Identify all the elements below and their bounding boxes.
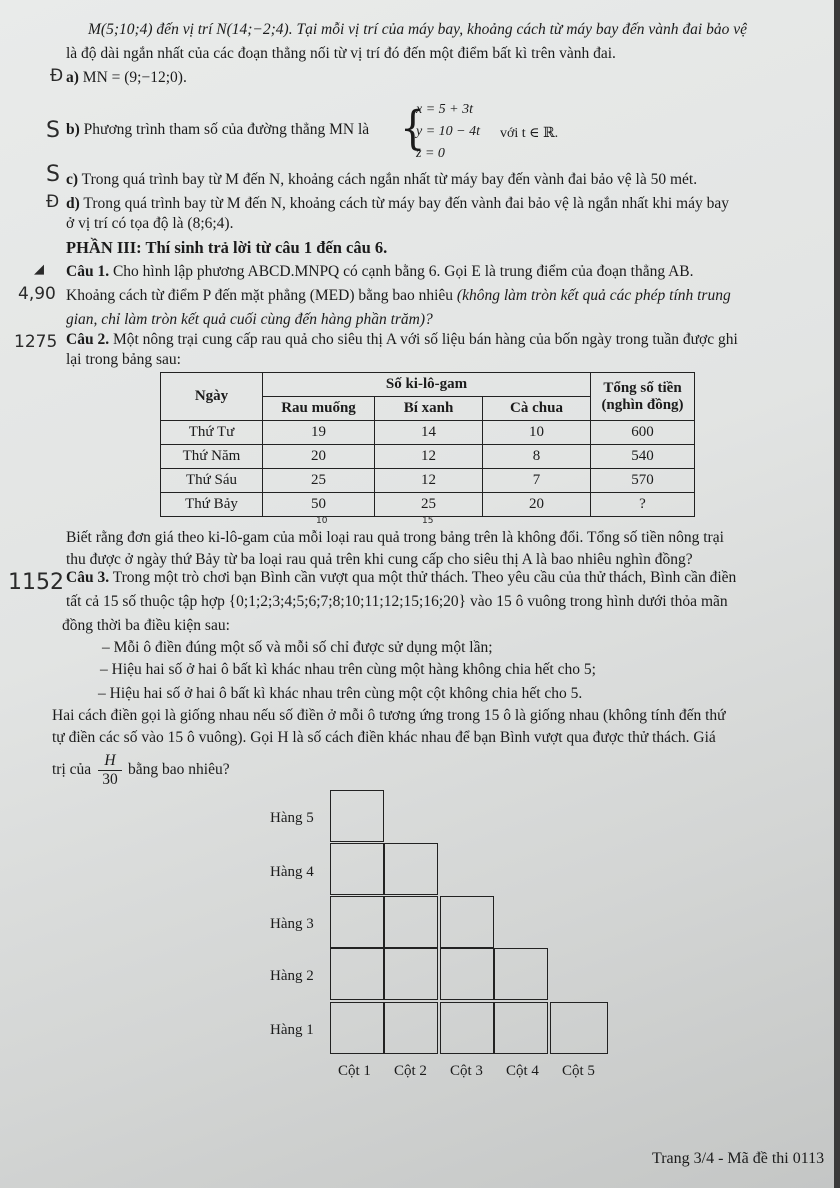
cell-value: 7 [483, 469, 591, 493]
col-label-4: Cột 4 [506, 1063, 539, 1079]
q1-line3: gian, chỉ làm tròn kết quả cuối cùng đến hàng phần trăm)? [66, 311, 433, 328]
col-label-2: Cột 2 [394, 1063, 427, 1079]
item-d-line2: ở vị trí có tọa độ là (8;6;4). [66, 215, 234, 232]
system-eq-y: y = 10 − 4t [416, 124, 480, 139]
q2-after1: Biết rằng đơn giá theo ki-lô-gam của mỗi loại rau quả trong bảng trên là không đổi. Tổng số tiền nông trại [66, 529, 724, 546]
handwritten-mark-d: Đ [46, 192, 60, 212]
q3-text1: Trong một trò chơi bạn Bình cần vượt qua một thử thách. Theo yêu cầu của thử thách, Bình cần điền [112, 569, 737, 586]
table-row [161, 445, 695, 469]
sales-table [160, 372, 695, 517]
table-row [161, 421, 695, 445]
cell-day: Thứ Tư [161, 421, 263, 445]
row-label-4: Hàng 4 [270, 864, 314, 880]
cell-value: 12 [375, 445, 483, 469]
q3-label: Câu 3. [66, 569, 110, 586]
header-kg: Số ki-lô-gam [263, 373, 591, 397]
grid-cell-r2-c4[interactable] [494, 948, 548, 1000]
col-label-1: Cột 1 [338, 1063, 371, 1079]
header-day: Ngày [161, 373, 263, 421]
header-total: Tổng số tiền (nghìn đồng) [591, 373, 695, 421]
page-footer: Trang 3/4 - Mã đề thi 0113 [652, 1150, 825, 1167]
col-label-5: Cột 5 [562, 1063, 595, 1079]
cell-value: 50 [263, 493, 375, 517]
cell-value: 10 [483, 421, 591, 445]
q1-label: Câu 1. [66, 263, 110, 280]
q3-condition-1: – Mỗi ô điền đúng một số và mỗi số chỉ được sử dụng một lần; [102, 639, 493, 656]
item-b [66, 120, 406, 140]
grid-cell-r4-c2[interactable] [384, 843, 438, 895]
q2-line1 [66, 330, 820, 350]
subheader-3: Cà chua [483, 397, 591, 421]
system-domain: với t ∈ ℝ. [500, 126, 559, 141]
q1-text2: Khoảng cách từ điểm P đến mặt phẳng (MED) bằng bao nhiêu [66, 287, 454, 304]
q3-ratio-post: bằng bao nhiêu? [128, 761, 230, 778]
item-a-label: a) [66, 69, 79, 86]
cell-value: 12 [375, 469, 483, 493]
fraction-h-over-30 [98, 752, 122, 789]
part-heading: PHẦN III: Thí sinh trả lời từ câu 1 đến câu 6. [66, 238, 388, 257]
subheader-1: Rau muống [263, 397, 375, 421]
row-label-5: Hàng 5 [270, 810, 314, 826]
cell-value: 8 [483, 445, 591, 469]
grid-cell-r1-c2[interactable] [384, 1002, 438, 1054]
cell-total: 600 [591, 421, 695, 445]
grid-cell-r4-c1[interactable] [330, 843, 384, 895]
q3-ratio-pre: trị của [52, 761, 92, 778]
q2-text1: Một nông trại cung cấp rau quả cho siêu thị A với số liệu bán hàng của bốn ngày trong tuần được ghi [112, 331, 738, 348]
q2-label: Câu 2. [66, 331, 110, 348]
handwritten-mark-c: S [46, 162, 60, 187]
item-c-label: c) [66, 171, 79, 188]
q1-line1 [66, 262, 820, 282]
cell-total: 570 [591, 469, 695, 493]
system-eq-x: x = 5 + 3t [416, 102, 473, 117]
system-eq-z: z = 0 [416, 146, 445, 161]
cell-value: 20 [483, 493, 591, 517]
cell-day: Thứ Bảy [161, 493, 263, 517]
item-c-text: Trong quá trình bay từ M đến N, khoảng cách ngắn nhất từ máy bay đến vành đai bảo vệ là 50 mét. [81, 171, 698, 188]
cell-day: Thứ Năm [161, 445, 263, 469]
cell-day: Thứ Sáu [161, 469, 263, 493]
cell-total: ? [591, 493, 695, 517]
handwritten-mark-a: Đ [50, 66, 64, 86]
q1-note: (không làm tròn kết quả các phép tính trung [456, 287, 731, 304]
text-line-1: M(5;10;4) đến vị trí N(14;−2;4). Tại mỗi vị trí của máy bay, khoảng cách từ máy bay đến vành đai bảo vệ [88, 21, 747, 38]
grid-cell-r5-c1[interactable] [330, 790, 384, 842]
cell-value: 14 [375, 421, 483, 445]
cell-value: 25 [263, 469, 375, 493]
grid-cell-r2-c1[interactable] [330, 948, 384, 1000]
text-line-2: là độ dài ngắn nhất của các đoạn thẳng nối từ vị trí đó đến một điểm bất kì trên vành đai. [66, 45, 616, 62]
fraction-numerator: H [98, 752, 122, 771]
grid-cell-r1-c5[interactable] [550, 1002, 608, 1054]
cell-value: 25 [375, 493, 483, 517]
grid-cell-r3-c3[interactable] [440, 896, 494, 948]
row-label-2: Hàng 2 [270, 968, 314, 984]
q3-line1 [66, 568, 820, 588]
page-edge-shadow [834, 0, 840, 1188]
cell-value: 19 [263, 421, 375, 445]
q2-line2: lại trong bảng sau: [66, 351, 181, 368]
subheader-2: Bí xanh [375, 397, 483, 421]
cell-total: 540 [591, 445, 695, 469]
item-a-text: MN = (9;−12;0). [82, 69, 187, 86]
q3-line4: Hai cách điền gọi là giống nhau nếu số điền ở mỗi ô tương ứng trong 15 ô là giống nhau (không tính đến thứ [52, 707, 726, 724]
q3-line5: tự điền các số vào 15 ô vuông). Gọi H là số cách điền khác nhau để bạn Bình vượt qua được thử thách. Giá [52, 729, 716, 746]
item-b-text: Phương trình tham số của đường thẳng MN là [83, 121, 370, 138]
handwritten-answer-q3: 1152 [8, 570, 64, 595]
handwritten-mark-b: S [46, 118, 60, 143]
grid-cell-r2-c3[interactable] [440, 948, 494, 1000]
q1-line2 [66, 286, 820, 306]
grid-cell-r3-c1[interactable] [330, 896, 384, 948]
q1-text1: Cho hình lập phương ABCD.MNPQ có cạnh bằng 6. Gọi E là trung điểm của đoạn thẳng AB. [112, 263, 694, 280]
col-label-3: Cột 3 [450, 1063, 483, 1079]
grid-cell-r1-c4[interactable] [494, 1002, 548, 1054]
handwritten-answer-q2: 1275 [14, 332, 58, 352]
q2-after2: thu được ở ngày thứ Bảy từ ba loại rau quả trên khi cung cấp cho siêu thị A là bao nhiêu nghìn đồng? [66, 551, 693, 568]
grid-cell-r3-c2[interactable] [384, 896, 438, 948]
grid-cell-r1-c3[interactable] [440, 1002, 494, 1054]
q3-line3: đồng thời ba điều kiện sau: [62, 617, 230, 634]
handwritten-note-2: 15 [422, 516, 434, 526]
grid-cell-r2-c2[interactable] [384, 948, 438, 1000]
row-label-1: Hàng 1 [270, 1022, 314, 1038]
table-row [161, 493, 695, 517]
q3-condition-2: – Hiệu hai số ở hai ô bất kì khác nhau trên cùng một hàng không chia hết cho 5; [100, 661, 596, 678]
table-row [161, 469, 695, 493]
handwritten-note-1: 10 [316, 516, 328, 526]
row-label-3: Hàng 3 [270, 916, 314, 932]
cell-value: 20 [263, 445, 375, 469]
item-b-label: b) [66, 121, 80, 138]
grid-cell-r1-c1[interactable] [330, 1002, 384, 1054]
system-brace: { [400, 101, 426, 155]
handwritten-answer-q1: 4,90 [18, 284, 56, 304]
q3-condition-3: – Hiệu hai số ở hai ô bất kì khác nhau trên cùng một cột không chia hết cho 5. [98, 685, 583, 702]
q3-line2: tất cả 15 số thuộc tập hợp {0;1;2;3;4;5;6;7;8;10;11;12;15;16;20} vào 15 ô vuông trong hình dưới thỏa mãn [66, 593, 728, 610]
bullet-mark: ◢ [34, 262, 44, 277]
item-d-label: d) [66, 195, 80, 212]
item-a [66, 68, 820, 88]
item-d [66, 194, 820, 214]
item-c [66, 170, 820, 190]
fraction-denominator: 30 [102, 771, 118, 788]
item-d-text: Trong quá trình bay từ M đến N, khoảng cách từ máy bay đến vành đai bảo vệ là ngắn nhất khi máy bay [83, 195, 729, 212]
